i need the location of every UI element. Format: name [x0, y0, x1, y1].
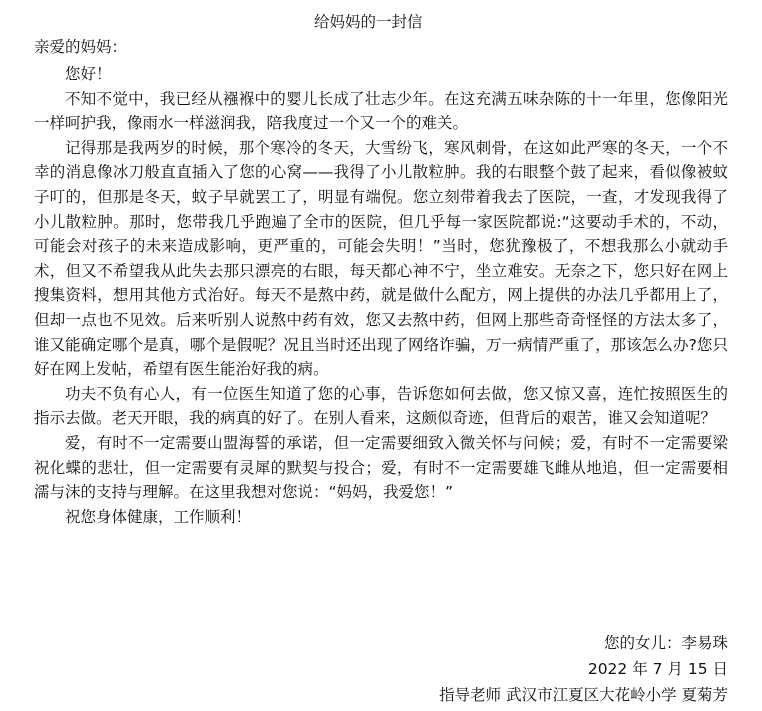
paragraph-recovery: 功夫不负有心人，有一位医生知道了您的心事，告诉您如何去做，您又惊又喜，连忙按照医生的指示去做。老天开眼，我的病真的好了。在别人看来，这颇似奇迹，但背后的艰苦，谁又会知道呢？ — [34, 384, 728, 428]
paragraph-wishes: 祝您身体健康，工作顺利！ — [65, 507, 252, 526]
letter-body — [34, 62, 728, 529]
signature-teacher: 指导老师 武汉市江夏区大花岭小学 夏菊芳 — [439, 686, 728, 704]
signature-block — [439, 630, 728, 708]
letter-title: 给妈妈的一封信 — [314, 13, 423, 31]
paragraph-story: 记得那是我两岁的时候，那个寒冷的冬天，大雪纷飞，寒风刺骨，在这如此严寒的冬天，一个不幸的消息像冰刀般直直插入了您的心窝——我得了小儿散粒肿。我的右眼整个鼓了起来，看似像被蚊子叮的，但那是冬天，蚊子早就罢工了，明显有端倪。您立刻带着我去了医院，一查，才发现我得了小儿散粒肿。那时，您带我几乎跑遍了全市的医院，但几乎每一家医院都说:“这要动手术的，不动，可能会对孩子的未来造成影响，更严重的，可能会失明！”当时，您犹豫极了，不想我那么小就动手术，但又不希望我从此失去那只漂亮的右眼，每天都心神不宁，坐立难安。无奈之下，您只好在网上搜集资料，想用其他方式治好。每天不是熬中药，就是做什么配方，网上提供的办法几乎都用上了，但却一点也不见效。后来听别人说熬中药有效，您又去熬中药，但网上那些奇奇怪怪的方法太多了，谁又能确定哪个是真，哪个是假呢？况且当时还出现了网络诈骗，万一病情严重了，那该怎么办?您只好在网上发帖，希望有医生能治好我的病。 — [34, 138, 728, 379]
paragraph-love: 爱，有时不一定需要山盟海誓的承诺，但一定需要细致入微关怀与问候；爱，有时不一定需要梁祝化蝶的悲壮，但一定需要有灵犀的默契与投合；爱，有时不一定需要雄飞雌从地追，但一定需要相濡与沫的支持与理解。在这里我想对您说：“妈妈，我爱您！” — [34, 433, 728, 502]
signature-author: 您的女儿：李易珠 — [603, 634, 728, 652]
paragraph-intro: 不知不觉中，我已经从襁褓中的婴儿长成了壮志少年。在这充满五味杂陈的十一年里，您像阳光一样呵护我，像雨水一样滋润我，陪我度过一个又一个的难关。 — [34, 89, 728, 133]
salutation: 亲爱的妈妈： — [34, 38, 128, 56]
paragraph-greeting: 您好！ — [65, 65, 112, 83]
signature-date: 2022 年 7 月 15 日 — [587, 660, 728, 678]
